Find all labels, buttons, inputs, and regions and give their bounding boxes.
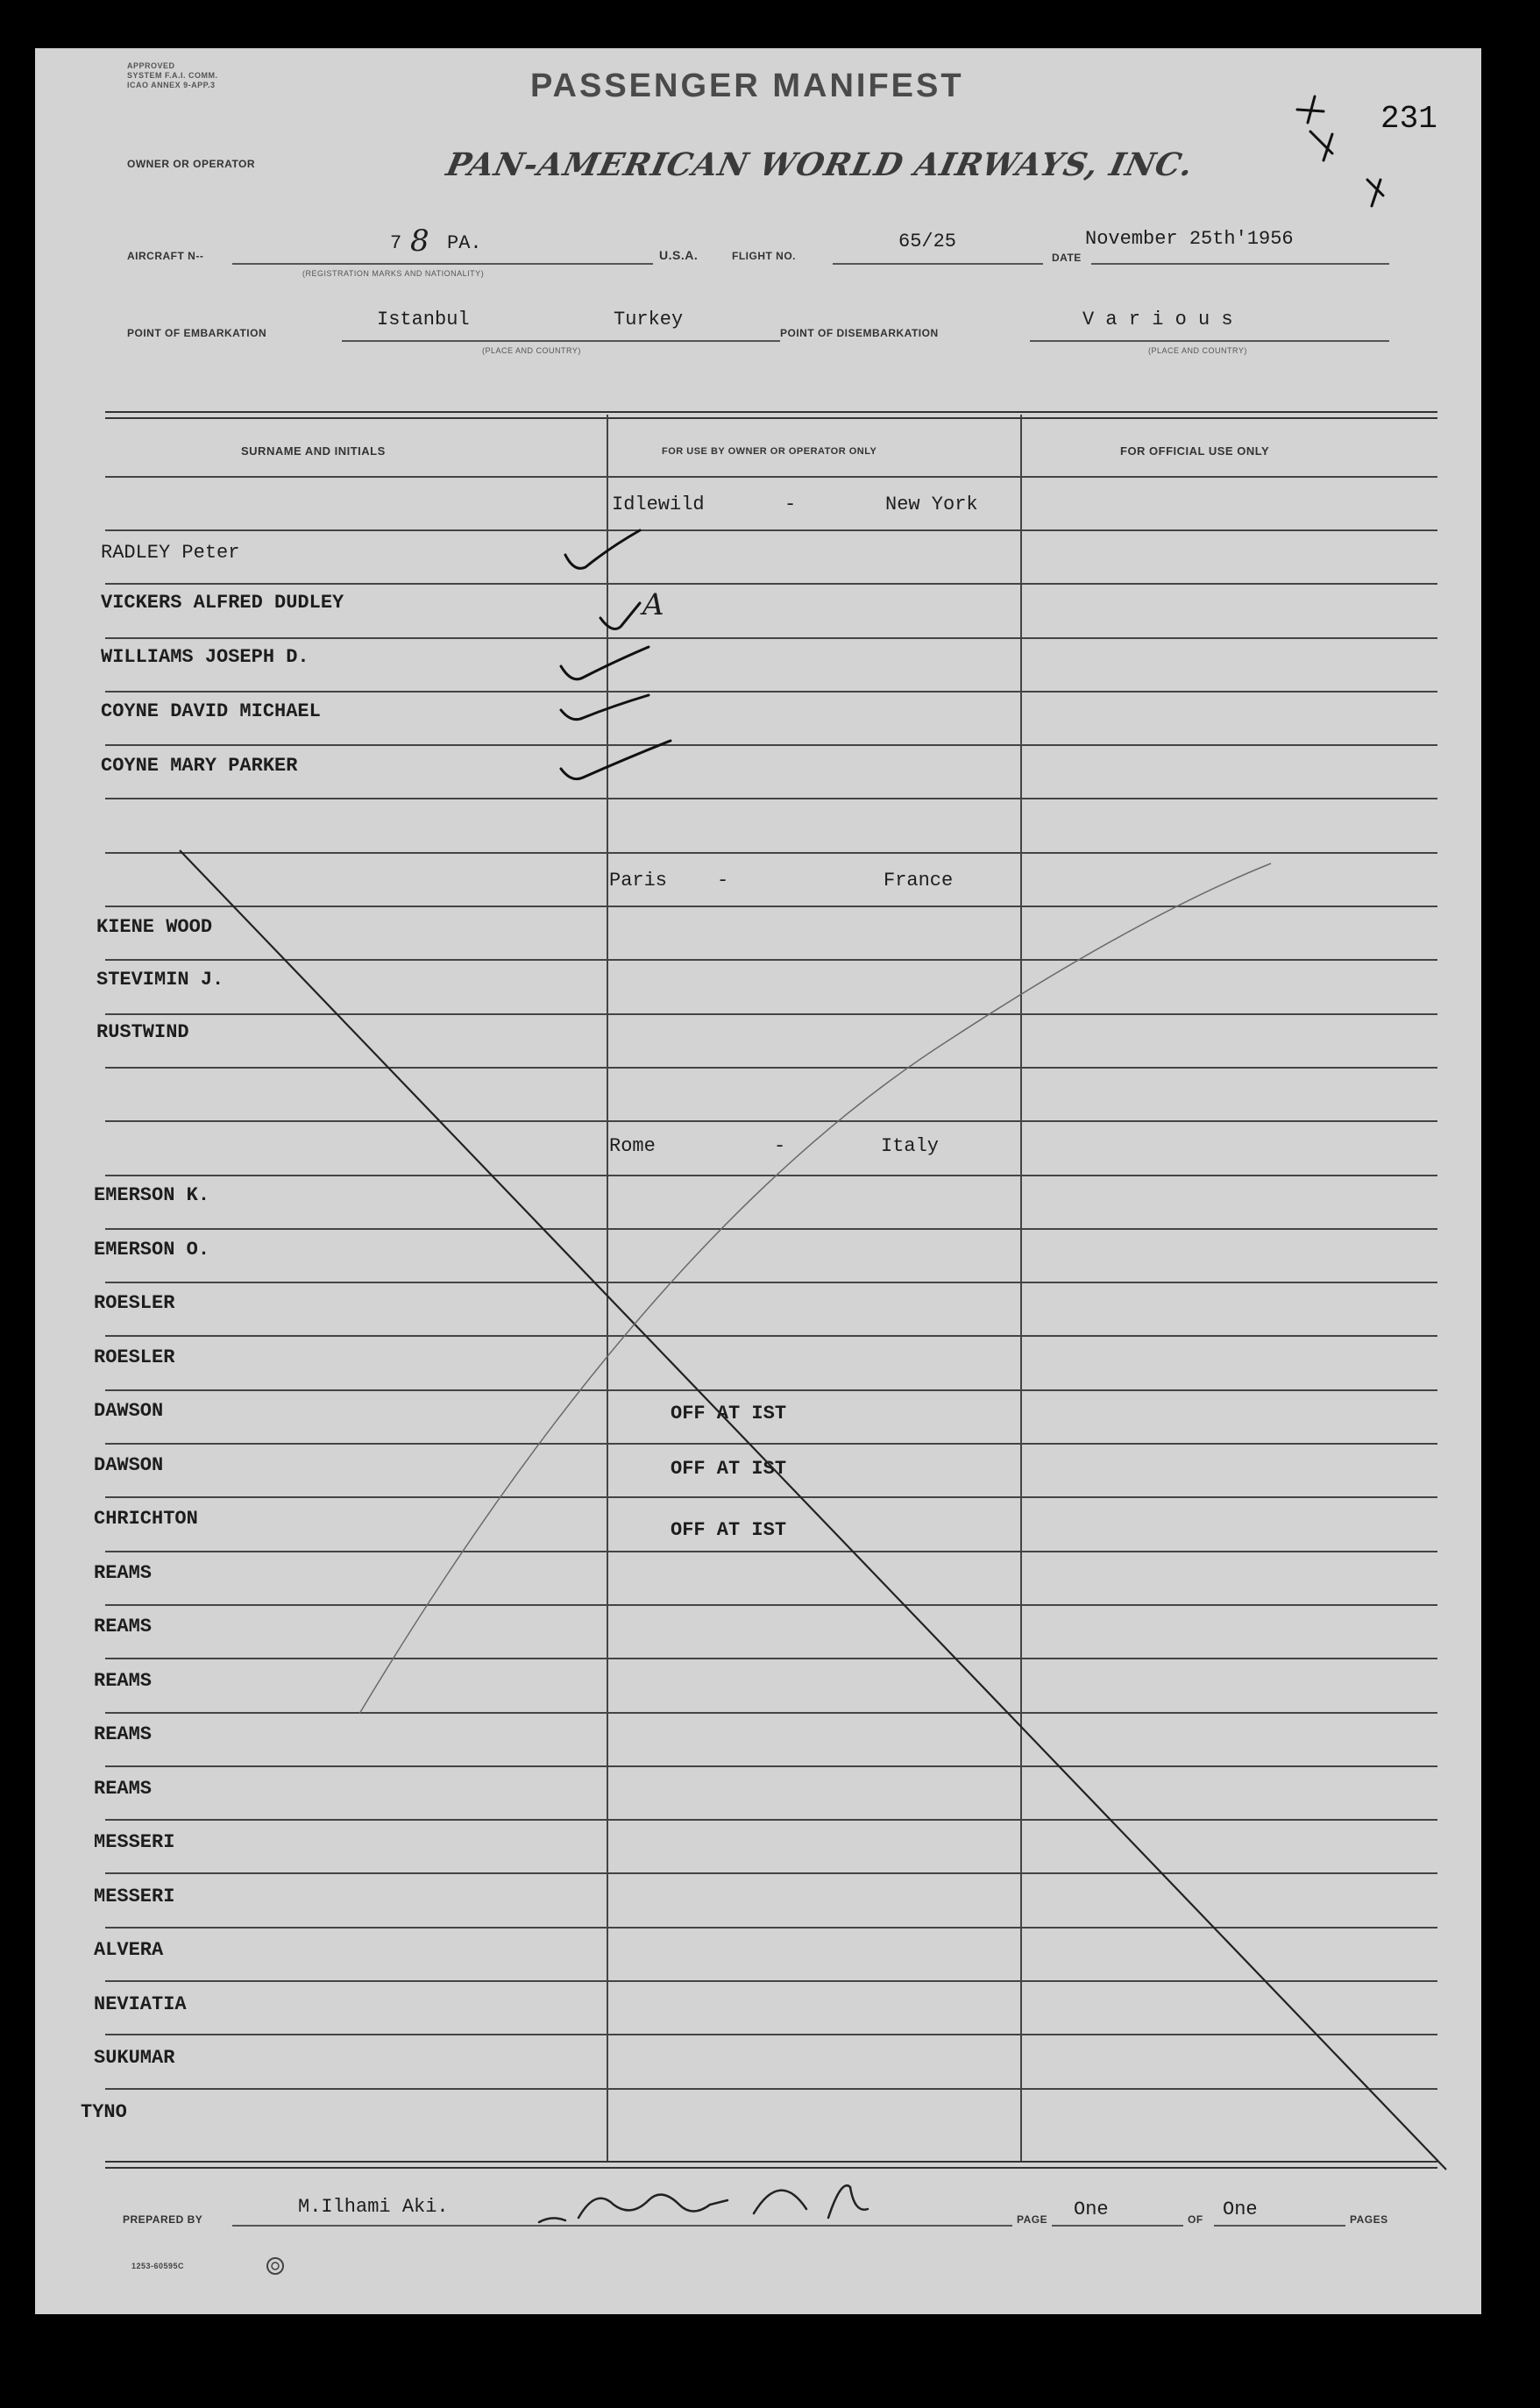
signature-scribble <box>539 2185 868 2222</box>
form-code: 1253-60595C <box>131 2262 185 2270</box>
checkmark-icon <box>561 741 671 779</box>
aircraft-label: AIRCRAFT N-- <box>127 250 204 262</box>
passenger-name: REAMS <box>94 1778 153 1800</box>
col-owner-header: FOR USE BY OWNER OR OPERATOR ONLY <box>662 446 877 457</box>
date-label: DATE <box>1052 252 1082 264</box>
passenger-name: STEVIMIN J. <box>96 969 224 991</box>
page-label: PAGE <box>1017 2213 1048 2226</box>
destination-3-place: Rome <box>609 1135 656 1157</box>
cross-out-line <box>180 850 1446 2170</box>
passenger-name: RUSTWIND <box>96 1021 189 1043</box>
checkmark-icon <box>565 530 640 568</box>
owner-label: OWNER OR OPERATOR <box>127 158 256 170</box>
embarkation-place: Istanbul <box>377 309 470 330</box>
passenger-name: EMERSON O. <box>94 1239 210 1261</box>
passenger-name: DAWSON <box>94 1454 164 1476</box>
passenger-name: MESSERI <box>94 1886 175 1907</box>
off-note: OFF AT IST <box>671 1519 787 1541</box>
destination-2-country: France <box>884 870 954 891</box>
manifest-sheet <box>35 48 1481 2314</box>
disembarkation-value: V a r i o u s <box>1082 309 1233 330</box>
destination-2-dash: - <box>717 870 729 891</box>
page-value: One <box>1074 2198 1109 2220</box>
registration-note: (REGISTRATION MARKS AND NATIONALITY) <box>302 269 485 278</box>
passenger-name: KIENE WOOD <box>96 916 213 938</box>
passenger-name: EMERSON K. <box>94 1184 210 1206</box>
passenger-name: REAMS <box>94 1616 153 1637</box>
embarkation-note: (PLACE AND COUNTRY) <box>482 346 581 355</box>
flight-number: 65/25 <box>898 231 957 252</box>
passenger-name: COYNE MARY PARKER <box>101 755 298 777</box>
approval-line-3: ICAO ANNEX 9-APP.3 <box>127 81 216 89</box>
passenger-name: RADLEY Peter <box>101 542 240 564</box>
union-label-icon <box>265 2255 286 2277</box>
checkmark-icon <box>600 603 640 629</box>
approval-line-2: SYSTEM F.A.I. COMM. <box>127 71 218 80</box>
of-value: One <box>1223 2198 1258 2220</box>
destination-3-country: Italy <box>881 1135 940 1157</box>
form-title: PASSENGER MANIFEST <box>530 67 964 104</box>
country-code: U.S.A. <box>659 248 699 262</box>
destination-1-country: New York <box>885 494 978 515</box>
tally-mark-icon <box>1367 180 1383 206</box>
check-annotation: A <box>642 587 664 622</box>
passenger-name: ALVERA <box>94 1939 164 1961</box>
approval-line-1: APPROVED <box>127 61 175 70</box>
passenger-name: VICKERS ALFRED DUDLEY <box>101 592 344 614</box>
passenger-name: MESSERI <box>94 1831 175 1853</box>
passenger-name: ROESLER <box>94 1292 175 1314</box>
aircraft-handwritten: 8 <box>410 224 429 259</box>
checkmark-icon <box>561 695 649 720</box>
cross-out-line <box>359 863 1271 1714</box>
passenger-name: TYNO <box>81 2101 127 2123</box>
flight-label: FLIGHT NO. <box>732 250 796 262</box>
disembarkation-label: POINT OF DISEMBARKATION <box>780 327 939 339</box>
passenger-name: WILLIAMS JOSEPH D. <box>101 646 309 668</box>
tally-mark-icon <box>1297 96 1324 123</box>
page-number: 231 <box>1380 101 1437 137</box>
passenger-name: CHRICHTON <box>94 1508 198 1530</box>
aircraft-suffix: PA. <box>447 232 482 254</box>
destination-1-place: Idlewild <box>612 494 705 515</box>
col-surname-header: SURNAME AND INITIALS <box>241 444 386 458</box>
passenger-name: REAMS <box>94 1562 153 1584</box>
operator-name: PAN-AMERICAN WORLD AIRWAYS, INC. <box>443 146 1197 183</box>
passenger-name: NEVIATIA <box>94 1993 187 2015</box>
prepared-name: M.Ilhami Aki. <box>298 2196 449 2218</box>
embarkation-country: Turkey <box>614 309 684 330</box>
date-value: November 25th'1956 <box>1085 228 1294 250</box>
aircraft-value: 7 <box>390 232 402 254</box>
of-label: OF <box>1188 2213 1203 2226</box>
destination-1-dash: - <box>784 494 797 515</box>
destination-3-dash: - <box>774 1135 786 1157</box>
passenger-name: COYNE DAVID MICHAEL <box>101 700 321 722</box>
passenger-name: SUKUMAR <box>94 2047 175 2069</box>
col-official-header: FOR OFFICIAL USE ONLY <box>1120 444 1270 458</box>
destination-2-place: Paris <box>609 870 668 891</box>
off-note: OFF AT IST <box>671 1403 787 1424</box>
passenger-name: DAWSON <box>94 1400 164 1422</box>
checkmark-icon <box>561 647 649 679</box>
disembarkation-note: (PLACE AND COUNTRY) <box>1148 346 1247 355</box>
prepared-label: PREPARED BY <box>123 2213 203 2226</box>
passenger-name: REAMS <box>94 1723 153 1745</box>
passenger-name: ROESLER <box>94 1346 175 1368</box>
off-note: OFF AT IST <box>671 1458 787 1480</box>
handwritten-marks <box>35 48 1481 2314</box>
tally-mark-icon <box>1310 131 1332 160</box>
pages-label: PAGES <box>1350 2213 1388 2226</box>
embarkation-label: POINT OF EMBARKATION <box>127 327 267 339</box>
passenger-name: REAMS <box>94 1670 153 1692</box>
